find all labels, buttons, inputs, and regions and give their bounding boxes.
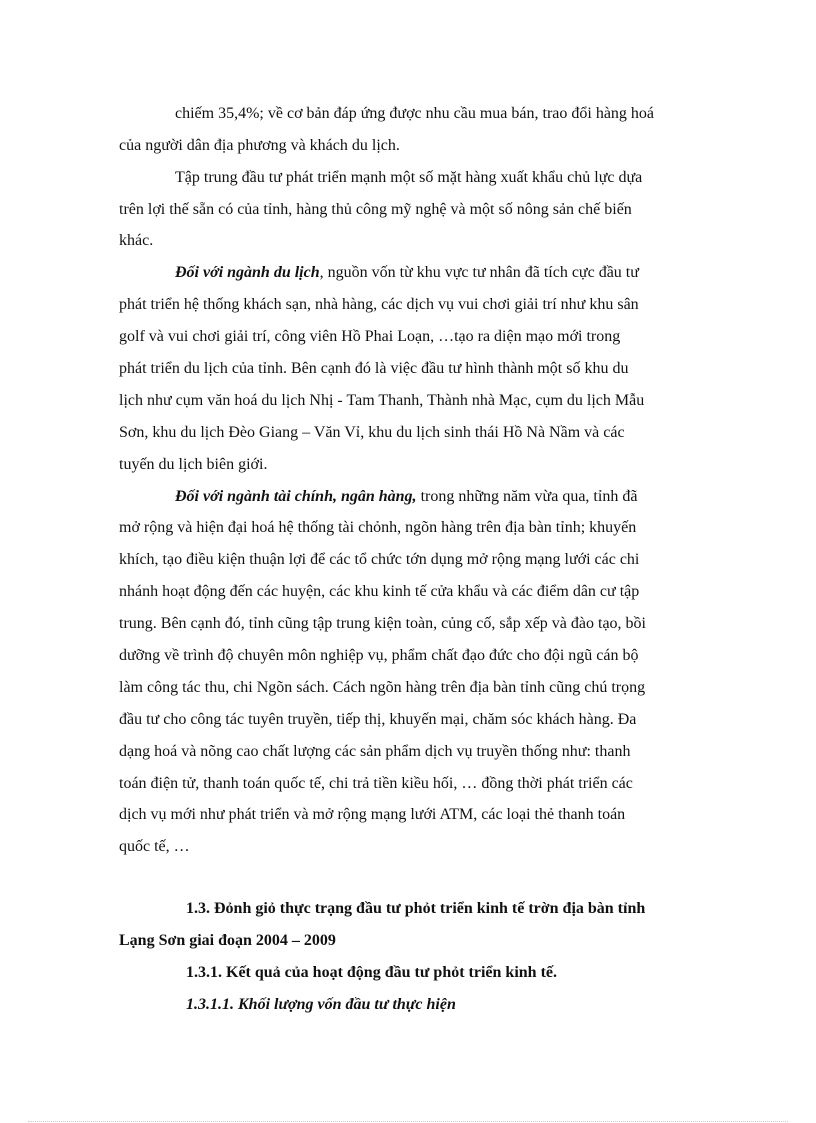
paragraph-line: nhánh hoạt động đến các huyện, các khu kinh tế cửa khẩu và các điểm dân cư tập	[119, 583, 640, 600]
paragraph-line: lịch như cụm văn hoá du lịch Nhị - Tam Thanh, Thành nhà Mạc, cụm du lịch Mẫu	[119, 392, 645, 409]
paragraph-line: chiếm 35,4%; về cơ bản đáp ứng được nhu cầu mua bán, trao đổi hàng hoá	[175, 105, 655, 122]
paragraph-line: Sơn, khu du lịch Đèo Giang – Văn Vỉ, khu du lịch sinh thái Hồ Nà Nầm và các	[119, 424, 625, 441]
paragraph-line: phát triển du lịch của tỉnh. Bên cạnh đó là việc đầu tư hình thành một số khu du	[119, 360, 629, 377]
paragraph-line	[175, 263, 639, 283]
paragraph-line: trên lợi thế sẵn có của tỉnh, hàng thủ công mỹ nghệ và một số nông sản chế biến	[119, 201, 632, 218]
section-heading-1-3-cont: Lạng Sơn giai đoạn 2004 – 2009	[119, 932, 336, 949]
paragraph-line: đầu tư cho công tác tuyên truyền, tiếp thị, khuyến mại, chăm sóc khách hàng. Đa	[119, 711, 637, 728]
section-heading-1-3-1-1: 1.3.1.1. Khối lượng vốn đầu tư thực hiện	[186, 996, 456, 1013]
finance-lead-rest: trong những năm vừa qua, tỉnh đã	[416, 488, 638, 505]
section-heading-1-3-1: 1.3.1. Kết quả của hoạt động đầu tư phỏt triển kinh tế.	[186, 964, 557, 981]
tourism-lead: Đối với ngành du lịch	[175, 264, 320, 281]
paragraph-line: Tập trung đầu tư phát triển mạnh một số mặt hàng xuất khẩu chủ lực dựa	[175, 169, 643, 186]
paragraph-line: làm công tác thu, chi Ngõn sách. Cách ngõn hàng trên địa bàn tỉnh cũng chú trọng	[119, 679, 646, 696]
paragraph-line: khác.	[119, 232, 154, 249]
paragraph-line: quốc tế, …	[119, 838, 190, 855]
paragraph-line: golf và vui chơi giải trí, công viên Hồ Phai Loạn, …tạo ra diện mạo mới trong	[119, 328, 621, 345]
paragraph-line	[175, 487, 637, 507]
paragraph-line: của người dân địa phương và khách du lịch.	[119, 137, 400, 154]
page-bottom-rule	[28, 1121, 788, 1122]
paragraph-line: toán điện tử, thanh toán quốc tế, chi trả tiền kiều hối, … đồng thời phát triển các	[119, 775, 633, 792]
paragraph-line: dạng hoá và nõng cao chất lượng các sản phẩm dịch vụ truyền thống như: thanh	[119, 743, 631, 760]
paragraph-line: mở rộng và hiện đại hoá hệ thống tài chỏnh, ngõn hàng trên địa bàn tỉnh; khuyến	[119, 519, 637, 536]
paragraph-line: dưỡng về trình độ chuyên môn nghiệp vụ, phẩm chất đạo đức cho đội ngũ cán bộ	[119, 647, 639, 664]
section-heading-1-3: 1.3. Đỏnh giỏ thực trạng đầu tư phỏt triển kinh tế trờn địa bàn tỉnh	[186, 900, 646, 917]
paragraph-line: trung. Bên cạnh đó, tỉnh cũng tập trung kiện toàn, củng cố, sắp xếp và đào tạo, bồi	[119, 615, 646, 632]
finance-lead: Đối với ngành tài chính, ngân hàng,	[175, 488, 417, 505]
tourism-lead-rest: , nguồn vốn từ khu vực tư nhân đã tích cực đầu tư	[319, 264, 639, 281]
paragraph-line: phát triển hệ thống khách sạn, nhà hàng, các dịch vụ vui chơi giải trí như khu sân	[119, 296, 639, 313]
paragraph-line: tuyến du lịch biên giới.	[119, 456, 268, 473]
paragraph-line: dịch vụ mới như phát triển và mở rộng mạng lưới ATM, các loại thẻ thanh toán	[119, 806, 626, 823]
paragraph-line: khích, tạo điều kiện thuận lợi để các tổ chức tớn dụng mở rộng mạng lưới các chi	[119, 551, 640, 568]
